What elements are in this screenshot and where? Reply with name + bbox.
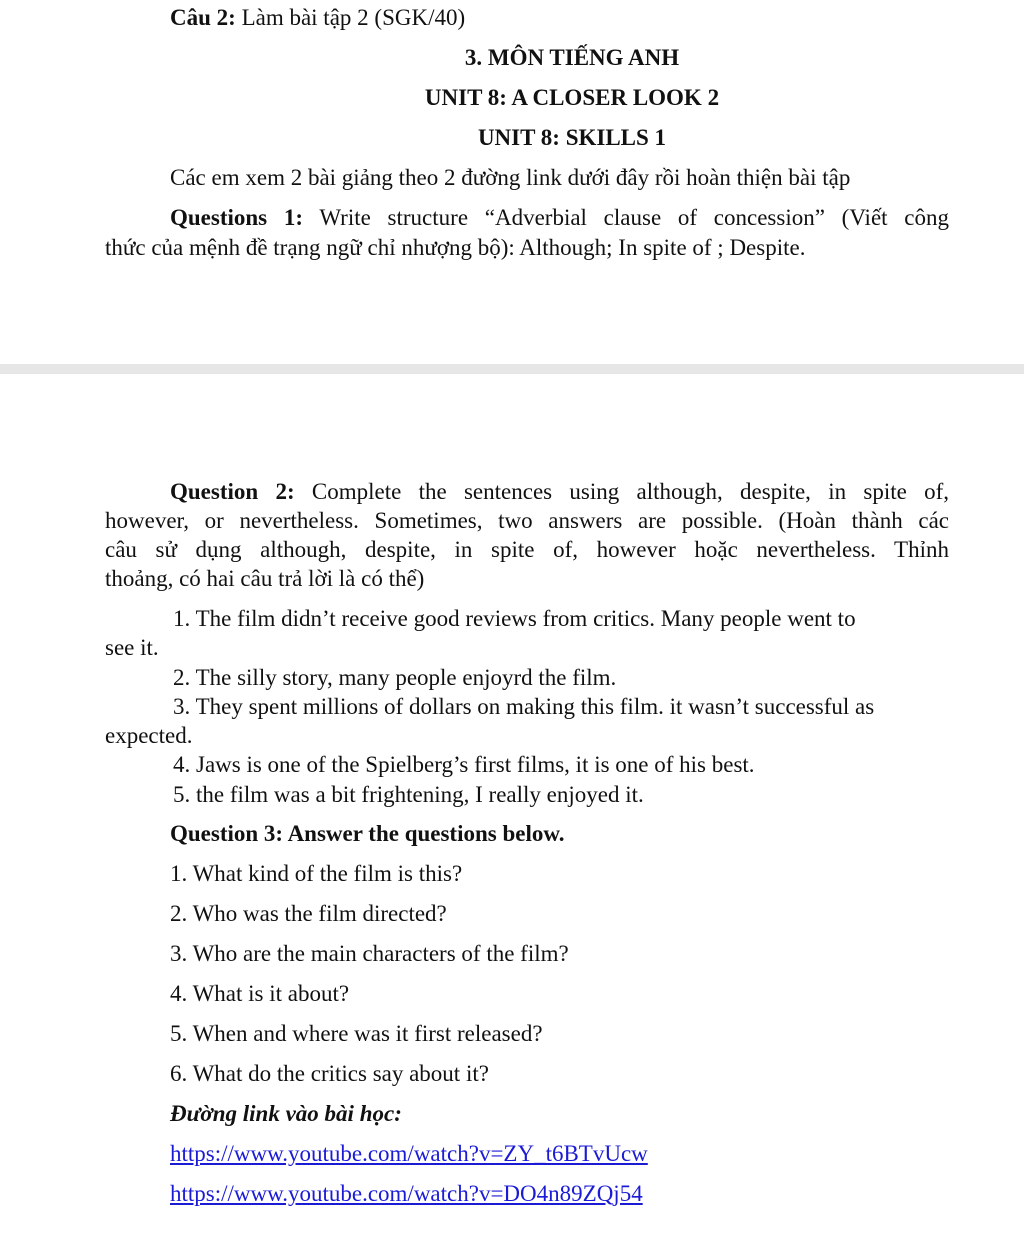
page-separator	[0, 364, 1024, 374]
q3-item-5: 5. When and where was it first released?	[170, 1021, 543, 1046]
q2-item-3-line1: 3. They spent millions of dollars on making this film. it wasn’t successful as	[173, 694, 875, 719]
question3-title: Question 3: Answer the questions below.	[170, 821, 565, 846]
question2-line2: however, or nevertheless. Sometimes, two answers are possible. (Hoàn thành các	[105, 508, 949, 533]
q2-item-2: 2. The silly story, many people enjoyrd the film.	[173, 665, 617, 690]
question1-block	[105, 203, 949, 263]
q2-item-4: 4. Jaws is one of the Spielberg’s first films, it is one of his best.	[173, 752, 755, 777]
q2-item-1-line2: see it.	[105, 635, 159, 660]
cau2-text: Làm bài tập 2 (SGK/40)	[235, 5, 466, 30]
q2-item-5: 5. the film was a bit frightening, I really enjoyed it.	[173, 782, 644, 807]
question1-label: Questions 1:	[170, 205, 304, 230]
q2-item-1-line1: 1. The film didn’t receive good reviews from critics. Many people went to	[173, 606, 856, 631]
subject-title: 3. MÔN TIẾNG ANH	[464, 45, 680, 70]
q3-item-4: 4. What is it about?	[170, 981, 350, 1006]
question1-line2: thức của mệnh đề trạng ngữ chỉ nhượng bộ): Although; In spite of ; Despite.	[105, 235, 806, 260]
cau2-line	[170, 3, 465, 32]
q3-item-1: 1. What kind of the film is this?	[170, 861, 463, 886]
q3-item-6: 6. What do the critics say about it?	[170, 1061, 489, 1086]
q2-item-3-line2: expected.	[105, 723, 193, 748]
question2-label: Question 2:	[170, 479, 295, 504]
document-page-top	[0, 0, 1024, 364]
link-1-wrapper	[170, 1139, 648, 1168]
lesson-link-1[interactable]: https://www.youtube.com/watch?v=ZY_t6BTvUcw	[170, 1141, 648, 1166]
cau2-label: Câu 2:	[170, 5, 236, 30]
question1-line1: Questions 1: Write structure “Adverbial clause of concession” (Viết công	[170, 205, 950, 230]
intro-text: Các em xem 2 bài giảng theo 2 đường link dưới đây rồi hoàn thiện bài tập	[170, 165, 851, 190]
lesson-link-2[interactable]: https://www.youtube.com/watch?v=DO4n89ZQj54	[170, 1181, 643, 1206]
links-label: Đường link vào bài học:	[170, 1101, 402, 1126]
question2-block	[105, 477, 949, 593]
unit-title-closer-look: UNIT 8: A CLOSER LOOK 2	[424, 85, 720, 110]
question2-line3: câu sử dụng although, despite, in spite of, however hoặc nevertheless. Thỉnh	[105, 537, 949, 562]
question2-line4: thoảng, có hai câu trả lời là có thể)	[105, 566, 425, 591]
unit-title-skills: UNIT 8: SKILLS 1	[477, 125, 667, 150]
question2-line1: Question 2: Complete the sentences using although, despite, in spite of,	[170, 479, 949, 504]
link-2-wrapper	[170, 1179, 643, 1208]
q3-item-2: 2. Who was the film directed?	[170, 901, 447, 926]
q3-item-3: 3. Who are the main characters of the film?	[170, 941, 569, 966]
